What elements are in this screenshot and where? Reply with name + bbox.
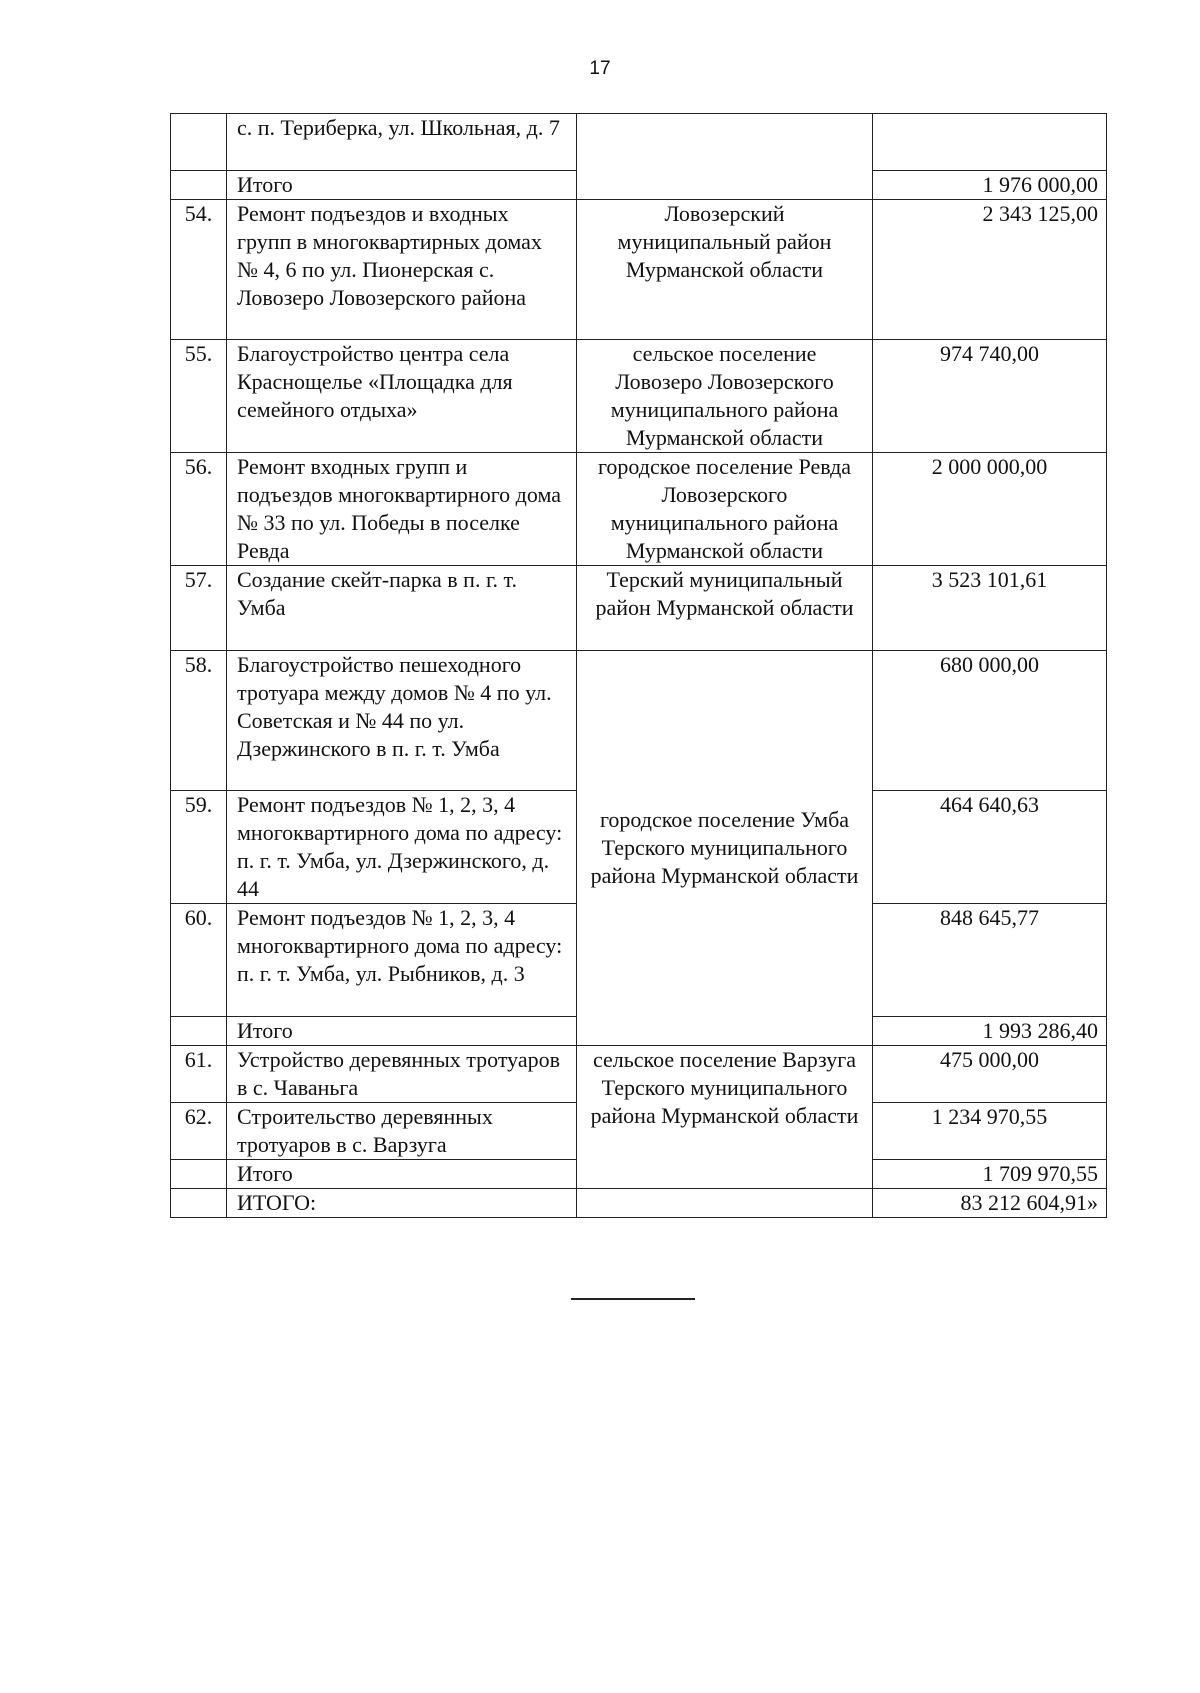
row-number: 62. [171,1103,227,1160]
project-name: Ремонт подъездов № 1, 2, 3, 4 многоквартирного дома по адресу: п. г. т. Умба, ул. Рыбников, д. 3 [227,904,577,1017]
page-number: 17 [589,58,611,79]
row-number: 57. [171,566,227,651]
table-row [171,651,1107,791]
table-row [171,340,1107,453]
amount: 2 000 000,00 [873,453,1107,566]
row-number: 54. [171,200,227,340]
amount: 680 000,00 [873,651,1107,791]
amount: 848 645,77 [873,904,1107,1017]
subtotal-label: Итого [227,1160,577,1189]
amount: 1 234 970,55 [873,1103,1107,1160]
funding-table [170,113,1107,1218]
project-name: Ремонт подъездов и входных групп в многоквартирных домах № 4, 6 по ул. Пионерская с. Ловозеро Ловозерского района [227,200,577,340]
row-number: 59. [171,791,227,904]
row-number: 61. [171,1046,227,1103]
row-number: 60. [171,904,227,1017]
row-number [171,1160,227,1189]
row-number: 56. [171,453,227,566]
project-name: Создание скейт-парка в п. г. т. Умба [227,566,577,651]
amount [873,114,1107,171]
project-name: Благоустройство центра села Краснощелье «Площадка для семейного отдыха» [227,340,577,453]
municipality: городское поселение Ревда Ловозерского муниципального района Мурманской области [577,453,873,566]
row-number: 55. [171,340,227,453]
subtotal-label: Итого [227,1017,577,1046]
table-row [171,1046,1107,1103]
amount: 3 523 101,61 [873,566,1107,651]
subtotal-amount: 1 709 970,55 [873,1160,1107,1189]
grand-total-label: ИТОГО: [227,1189,577,1218]
project-name: с. п. Териберка, ул. Школьная, д. 7 [227,114,577,171]
amount: 475 000,00 [873,1046,1107,1103]
row-number [171,1189,227,1218]
table-row [171,566,1107,651]
municipality [577,114,873,200]
project-name: Ремонт подъездов № 1, 2, 3, 4 многоквартирного дома по адресу: п. г. т. Умба, ул. Дзержинского, д. 44 [227,791,577,904]
end-of-document-line [571,1298,695,1300]
subtotal-amount: 1 993 286,40 [873,1017,1107,1046]
table-row [171,114,1107,171]
table-row [171,200,1107,340]
grand-total-row [171,1189,1107,1218]
municipality: городское поселение Умба Терского муниципального района Мурманской области [577,651,873,1046]
amount: 974 740,00 [873,340,1107,453]
municipality: сельское поселение Ловозеро Ловозерского муниципального района Мурманской области [577,340,873,453]
row-number [171,114,227,171]
municipality [577,1189,873,1218]
municipality: сельское поселение Варзуга Терского муниципального района Мурманской области [577,1046,873,1189]
row-number: 58. [171,651,227,791]
row-number [171,1017,227,1046]
subtotal-label: Итого [227,171,577,200]
project-name: Благоустройство пешеходного тротуара между домов № 4 по ул. Советская и № 44 по ул. Дзержинского в п. г. т. Умба [227,651,577,791]
row-number [171,171,227,200]
amount: 2 343 125,00 [873,200,1107,340]
project-name: Устройство деревянных тротуаров в с. Чаваньга [227,1046,577,1103]
grand-total-amount: 83 212 604,91» [873,1189,1107,1218]
table-row [171,453,1107,566]
project-name: Строительство деревянных тротуаров в с. Варзуга [227,1103,577,1160]
subtotal-amount: 1 976 000,00 [873,171,1107,200]
project-name: Ремонт входных групп и подъездов многоквартирного дома № 33 по ул. Победы в поселке Ревда [227,453,577,566]
amount: 464 640,63 [873,791,1107,904]
municipality: Ловозерский муниципальный район Мурманской области [577,200,873,340]
municipality: Терский муниципальный район Мурманской области [577,566,873,651]
